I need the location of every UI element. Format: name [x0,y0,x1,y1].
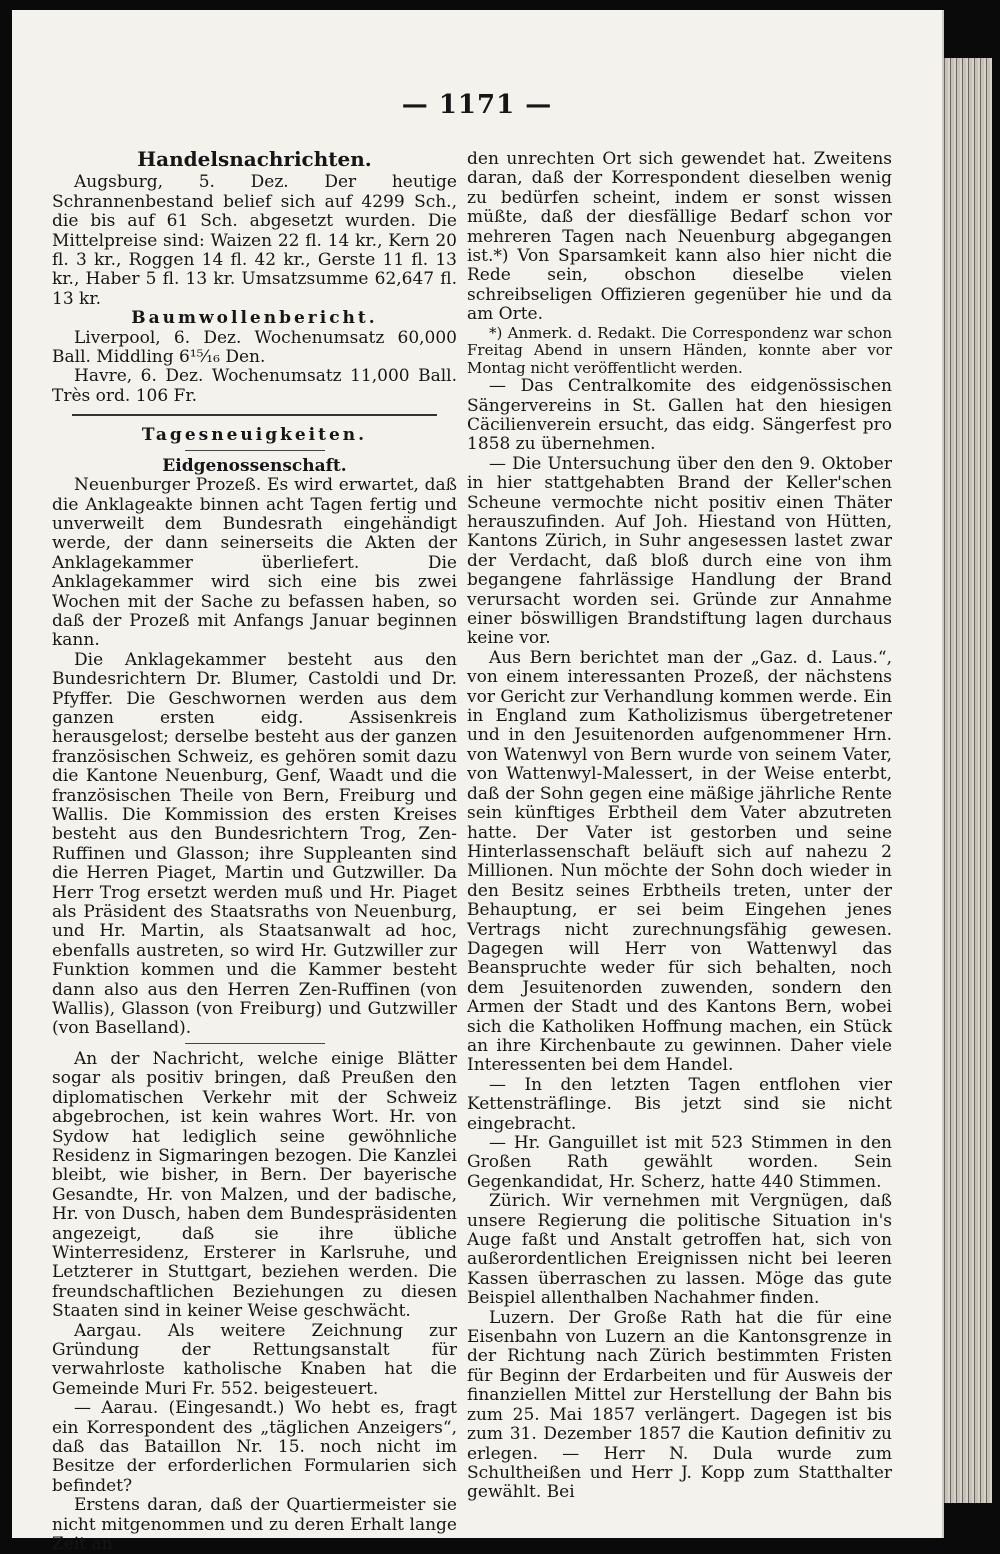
article-zuerich: Zürich. Wir vernehmen mit Vergnügen, daß unsere Regierung die politische Situation in's Auge faßt und Anstalt getroffen hat, sich von außerordentlichen Ereignissen nicht bei leeren Kassen überraschen zu lassen. Möge das gute Beispiel allenthalben Nachahmer finden. [467,1191,892,1309]
article-aargau: Aargau. Als weitere Zeichnung zur Gründung der Rettungsanstalt für verwahrloste katholische Knaben hat die Gemeinde Muri Fr. 552. beigesteuert. [52,1320,457,1399]
short-divider [185,450,325,451]
article-luzern: Luzern. Der Große Rath hat die für eine Eisenbahn von Luzern an die Kantonsgrenze in der Richtung nach Zürich bestimmten Fristen für Beginn der Erdarbeiten und für Ausweis der finanziellen Mittel zur Herstellung der Bahn bis zum 25. Mai 1857 verlängert. Dagegen ist bis zum 31. Dezember 1857 die Kaution definitiv zu erlegen. — Herr N. Dula wurde zum Schultheißen und Herr J. Kopp zum Statthalter gewählt. Bei [467,1307,892,1503]
section-divider [72,414,437,416]
article-bern-prozess: Aus Bern berichtet man der „Gaz. d. Laus.“, von einem interessanten Prozeß, der nächstens vor Gericht zur Verhandlung kommen werde. Ein in England zum Katholizismus übergetretener und in den Jesuitenorden aufgenommener Hrn. von Watenwyl von Bern wurde von seinem Vater, von Wattenwyl-Malessert, in der Weise enterbt, daß der Sohn gegen eine mäßige jährliche Rente sein künftiges Erbtheil dem Vater abzutreten hatte. Der Vater ist gestorben und seine Hinterlassenschaft beläuft sich auf nahezu 2 Millionen. Nun möchte der Sohn doch wieder in den Besitz seines Erbtheils treten, unter der Behauptung, er sei beim Eingehen jenes Vertrags nicht zurechnungsfähig gewesen. Dagegen will Herr von Wattenwyl das Beanspruchte weder für sich behalten, noch dem Jesuitenorden zuwenden, sondern den Armen der Stadt und des Kantons Bern, wobei sich die Katholiken Hoffnung machen, ein Stück an ihre Kirchenbaute zu gewinnen. Daher viele Interessenten bei dem Handel. [467,647,892,1076]
article-saengerverein: — Das Centralkomite des eidgenössischen Sängervereins in St. Gallen hat den hiesigen Cäcilienverein ersucht, das eidg. Sängerfest pro 1858 zu übernehmen. [467,376,892,455]
section-heading-handelsnachrichten: Handelsnachrichten. [137,147,372,171]
article-liverpool: Liverpool, 6. Dez. Wochenumsatz 60,000 Ball. Middling 6¹⁵⁄₁₆ Den. [52,327,457,368]
article-neuenburger-prozess: Neuenburger Prozeß. Es wird erwartet, daß die Anklageakte binnen acht Tagen fertig und unverweilt dem Bundesrath eingehändigt werde, der dann seinerseits die Akten der Anklagekammer überliefert. Die Anklagekammer wird sich eine bis zwei Wochen mit der Sache zu befassen haben, so daß der Prozeß mit Anfangs Januar beginnen kann. [52,475,457,651]
right-column [467,150,892,1503]
article-brand-untersuchung: — Die Untersuchung über den den 9. Oktober in hier stattgehabten Brand der Keller'schen Scheune vermochte nicht positiv einen Thäter herauszufinden. Auf Joh. Hiestand von Hütten, Kantons Zürich, in Suhr angesessen lastet zwar der Verdacht, daß bloß durch eine von ihm begangene fahrlässige Handlung der Brand verursacht worden sei. Gründe zur Annahme einer böswilligen Brandstiftung lagen durchaus keine vor. [467,453,892,649]
subheading-eidgenossenschaft: Eidgenossenschaft. [162,455,347,476]
left-column [52,147,457,1554]
editor-note: *) Anmerk. d. Redakt. Die Correspondenz war schon Freitag Abend in unsern Händen, konnte aber vor Montag nicht veröffentlicht werden. [467,323,892,377]
article-havre: Havre, 6. Dez. Wochenumsatz 11,000 Ball. Très ord. 106 Fr. [52,366,457,406]
article-diplomatie: An der Nachricht, welche einige Blätter sogar als positiv bringen, daß Preußen den diplomatischen Verkehr mit der Schweiz abgebrochen, ist kein wahres Wort. Hr. von Sydow hat lediglich seine gewöhnliche Residenz in Sigmaringen bezogen. Die Kanzlei bleibt, wie bisher, in Bern. Der bayerische Gesandte, Hr. von Malzen, und der badische, Hr. von Dusch, haben dem Bundespräsidenten angezeigt, daß sie ihre übliche Winterresidenz, Ersterer in Karlsruhe, und Letzterer in Stuttgart, beziehen werden. Die freundschaftlichen Beziehungen zu diesen Staaten sind in keiner Weise geschwächt. [52,1048,457,1322]
page-number: — 1171 — [401,90,553,120]
article-augsburg: Augsburg, 5. Dez. Der heutige Schrannenbestand belief sich auf 4299 Sch., die bis auf 61 Sch. abgesetzt wurden. Die Mittelpreise sind: Waizen 22 fl. 14 kr., Kern 20 fl. 3 kr., Roggen 14 fl. 42 kr., Gerste 11 fl. 13 kr., Haber 5 fl. 13 kr. Umsatzsumme 62,647 fl. 13 kr. [52,172,457,309]
article-ganguillet: — Hr. Ganguillet ist mit 523 Stimmen in den Großen Rath gewählt worden. Sein Gegenkandidat, Hr. Scherz, hatte 440 Stimmen. [467,1133,892,1192]
article-aarau: — Aarau. (Eingesandt.) Wo hebt es, fragt ein Korrespondent des „täglichen Anzeigers“, daß das Bataillon Nr. 15. noch nicht im Besitze der erforderlichen Formularien sich befindet? [52,1398,457,1496]
article-erstens: Erstens daran, daß der Quartiermeister sie nicht mitgenommen und zu deren Erhalt lange Zeit an [52,1495,457,1554]
page-stack-edge [942,58,992,1503]
section-heading-tagesneuigkeiten: Tagesneuigkeiten. [141,425,368,446]
article-kettenstraeflinge: — In den letzten Tagen entflohen vier Kettensträflinge. Bis jetzt sind sie nicht eingebracht. [467,1074,892,1134]
article-continuation: den unrechten Ort sich gewendet hat. Zweitens daran, daß der Korrespondent dieselben wenig zu bedürfen scheint, indem er sonst wissen müßte, daß der diesfällige Bedarf schon vor mehreren Tagen nach Neuenburg abgegangen ist.*) Von Sparsamkeit kann also hier nicht die Rede sein, obschon dieselbe vielen schreibseligen Offizieren gegenüber hie und da am Orte. [467,149,892,325]
newspaper-page [12,10,944,1554]
article-anklagekammer: Die Anklagekammer besteht aus den Bundesrichtern Dr. Blumer, Castoldi und Dr. Pfyffer. Die Geschwornen werden aus dem ganzen ersten eidg. Assisenkreis herausgelost; derselbe besteht aus der ganzen französischen Schweiz, es gehören somit dazu die Kantone Neuenburg, Genf, Waadt und die französischen Theile von Bern, Freiburg und Wallis. Die Kommission des ersten Kreises besteht aus den Bundesrichtern Trog, Zen-Ruffinen und Glasson; ihre Suppleanten sind die Herren Piaget, Martin und Gutzwiller. Da Herr Trog ersetzt werden muß und Hr. Piaget als Präsident des Staatsraths von Neuenburg, und Hr. Martin, als Staatsanwalt ad hoc, ebenfalls austreten, so wird Hr. Gutzwiller zur Funktion kommen und die Kammer besteht dann also aus den Herren Zen-Ruffinen (von Wallis), Glasson (von Freiburg) und Gutzwiller (von Baselland). [52,649,457,1039]
short-divider [185,1043,325,1044]
subheading-baumwollenbericht: Baumwollenbericht. [131,308,378,329]
